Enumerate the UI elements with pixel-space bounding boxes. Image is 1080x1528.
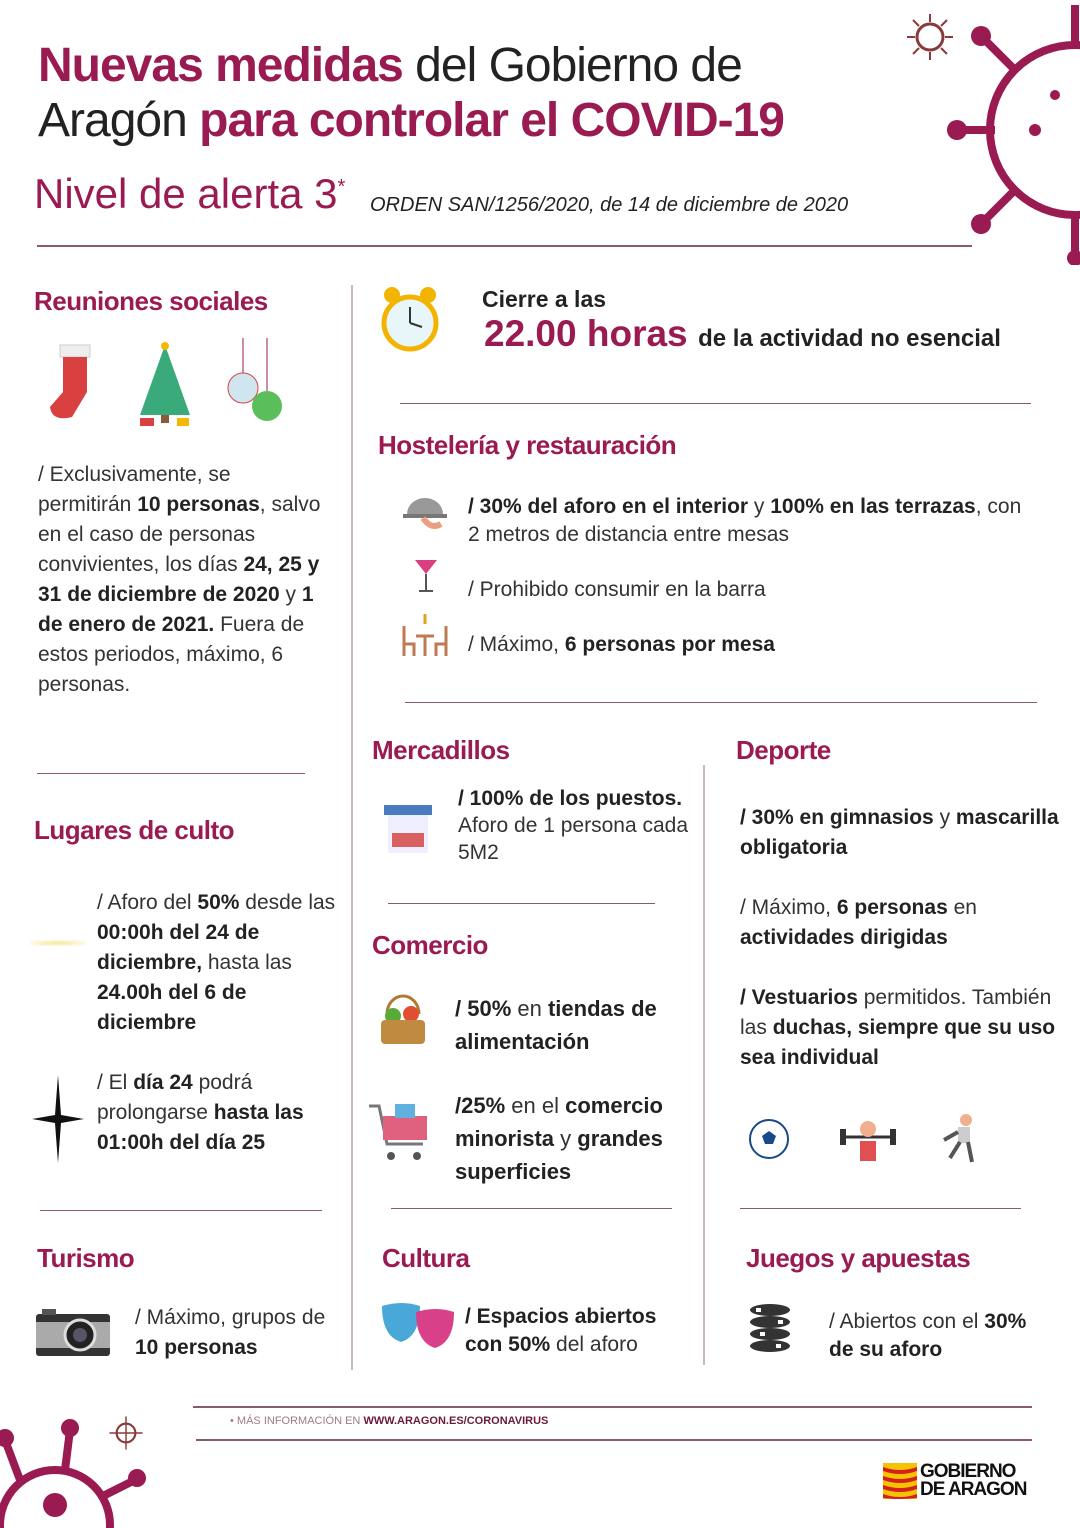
bold-text: día 24	[133, 1071, 193, 1094]
grocery-basket-icon	[377, 992, 429, 1046]
bold-text: 6 personas por mesa	[564, 633, 775, 656]
hosteleria-item-2	[468, 575, 1028, 605]
text-segment: Aragón	[38, 94, 200, 147]
christmas-tree-icon	[135, 340, 195, 428]
more-info: • MÁS INFORMACIÓN EN WWW.ARAGON.ES/CORONAVIRUS	[230, 1415, 549, 1427]
section-title-comercio: Comercio	[372, 930, 488, 960]
bold-text: duchas, siempre que su uso sea individual	[740, 1016, 1056, 1069]
section-title-mercadillos: Mercadillos	[372, 735, 510, 765]
small-virus-icon	[108, 1415, 144, 1451]
bold-text: grandes superficies	[455, 1126, 663, 1184]
bold-text: 100% en las terrazas	[770, 495, 976, 518]
cloche-icon	[403, 492, 447, 532]
divider	[196, 1439, 1032, 1441]
poker-chips-icon	[748, 1302, 792, 1358]
divider	[37, 245, 972, 247]
bold-text: para controlar el COVID-19	[199, 94, 784, 147]
text-segment: y	[748, 495, 771, 518]
small-virus-icon	[905, 12, 955, 62]
logo-line-1: GOBIERNO	[920, 1461, 1016, 1482]
culto-item-1	[97, 888, 347, 1038]
divider	[40, 1210, 322, 1211]
bold-text: 24.00h del 6 de diciembre	[97, 981, 247, 1034]
divider	[193, 1406, 1032, 1408]
bold-text: / 100% de los puestos.	[458, 787, 683, 810]
section-title-deporte: Deporte	[736, 735, 831, 765]
text-segment: / Máximo,	[468, 633, 565, 656]
text-segment: del aforo	[550, 1333, 638, 1356]
turismo-text	[135, 1303, 335, 1363]
text-segment: en	[511, 996, 548, 1021]
bold-text: /25%	[455, 1093, 506, 1118]
text-segment: y	[933, 806, 956, 829]
text-segment: / Máximo, grupos de	[135, 1306, 326, 1329]
text-segment: y	[279, 583, 302, 606]
section-title-culto: Lugares de culto	[34, 815, 235, 845]
juegos-text	[829, 1308, 1029, 1364]
aragon-flag-icon	[883, 1463, 917, 1499]
more-info-label: MÁS INFORMACIÓN EN	[236, 1415, 364, 1427]
bold-text: 6 personas	[836, 896, 948, 919]
text-segment: / Abiertos con el	[829, 1310, 985, 1333]
alert-asterisk: *	[337, 176, 346, 198]
cierre-time	[484, 313, 1001, 355]
bold-text: 10 personas	[137, 493, 260, 516]
shopping-cart-icon	[367, 1100, 433, 1166]
reuniones-text	[38, 460, 323, 700]
bold-text: 24, 25 y 31 de diciembre de 2020	[38, 553, 320, 606]
title-line-2	[38, 93, 784, 148]
runner-icon	[940, 1112, 980, 1168]
comercio-item-2	[455, 1089, 695, 1188]
section-title-reuniones: Reuniones sociales	[34, 286, 268, 316]
bold-text: 30% de su aforo	[829, 1310, 1027, 1361]
text-segment: del Gobierno de	[402, 39, 742, 92]
title-line-1	[38, 38, 784, 93]
comercio-item-1	[455, 992, 695, 1058]
text-segment: / Aforo del	[97, 891, 198, 914]
stocking-icon	[45, 340, 100, 425]
order-reference: ORDEN SAN/1256/2020, de 14 de diciembre de 2020	[370, 194, 849, 216]
text-segment: Aforo de 1 persona cada 5M2	[458, 814, 688, 864]
section-title-cultura: Cultura	[382, 1243, 470, 1273]
text-segment: / Prohibido consumir en la barra	[468, 578, 766, 601]
cierre-label: Cierre a las	[482, 286, 607, 312]
bold-text: actividades dirigidas	[740, 926, 948, 949]
text-segment: en el	[505, 1093, 566, 1118]
text-segment: desde las	[239, 891, 336, 914]
bold-text: Nuevas medidas	[38, 39, 403, 92]
text-segment: permitidos. También las	[740, 986, 1052, 1039]
divider	[400, 403, 1031, 404]
soccer-ball-icon	[748, 1118, 790, 1160]
divider	[37, 773, 305, 774]
bold-text: 1 de enero de 2021.	[38, 583, 314, 636]
camera-icon	[36, 1308, 110, 1356]
bold-text: 10 personas	[135, 1336, 258, 1359]
text-segment: , con 2 metros de distancia entre mesas	[468, 495, 1022, 546]
deporte-item-3	[740, 983, 1070, 1073]
light-glow-icon	[30, 940, 85, 946]
text-segment: Fuera de estos periodos, máximo, 6 personas.	[38, 613, 305, 696]
alarm-clock-icon	[378, 283, 442, 357]
bold-text: / Espacios abiertos con 50%	[465, 1305, 657, 1356]
hosteleria-item-1	[468, 493, 1038, 549]
ornaments-icon	[225, 338, 285, 426]
text-segment: hasta las	[202, 951, 292, 974]
bold-text: hasta las 01:00h del día 25	[97, 1101, 304, 1154]
bold-text: 50%	[197, 891, 240, 914]
divider	[388, 903, 655, 904]
culto-item-2	[97, 1068, 347, 1158]
deporte-item-1	[740, 803, 1060, 863]
text-segment: en	[947, 896, 977, 919]
deporte-item-2	[740, 893, 1060, 953]
hosteleria-item-3	[468, 630, 1028, 660]
mercadillos-text	[458, 785, 688, 866]
virus-icon	[945, 0, 1080, 265]
section-title-turismo: Turismo	[37, 1243, 135, 1273]
alert-level-text: Nivel de alerta 3	[34, 170, 338, 217]
bold-text: tiendas de alimentación	[455, 996, 657, 1054]
bold-text: mascarilla obligatoria	[740, 806, 1059, 859]
divider	[391, 1208, 672, 1209]
section-title-juegos: Juegos y apuestas	[746, 1243, 971, 1273]
closing-time: 22.00 horas	[484, 313, 688, 354]
logo-line-2: DE ARAGON	[920, 1479, 1027, 1500]
text-segment: / El	[97, 1071, 134, 1094]
text-segment: / Exclusivamente, se permitirán	[38, 463, 231, 516]
more-info-link[interactable]: WWW.ARAGON.ES/CORONAVIRUS	[363, 1415, 549, 1427]
closing-description: de la actividad no esencial	[698, 325, 1001, 352]
column-divider	[351, 285, 353, 1370]
text-segment: , salvo en el caso de personas convivientes, los días	[38, 493, 321, 576]
text-segment: podrá prolongarse	[97, 1071, 253, 1124]
column-divider	[703, 765, 705, 1365]
gobierno-aragon-logo	[883, 1463, 1026, 1499]
divider	[740, 1208, 1021, 1209]
theater-masks-icon	[380, 1300, 456, 1352]
alert-level	[34, 170, 345, 218]
bold-text: / 50%	[455, 996, 512, 1021]
bold-text: / Vestuarios	[740, 986, 858, 1009]
bold-text: comercio minorista	[455, 1093, 663, 1151]
market-stall-icon	[382, 803, 434, 855]
bold-text: 00:00h del 24 de diciembre,	[97, 921, 260, 974]
bold-text: / 30% del aforo en el interior	[468, 495, 749, 518]
bold-text: / 30% en gimnasios	[740, 806, 934, 829]
star-icon	[32, 1075, 84, 1163]
text-segment: y	[554, 1126, 578, 1151]
table-chairs-icon	[400, 612, 450, 658]
section-title-hosteleria: Hostelería y restauración	[378, 430, 677, 460]
weightlifter-icon	[838, 1115, 898, 1165]
cultura-text	[465, 1303, 695, 1359]
text-segment: / Máximo,	[740, 896, 837, 919]
divider	[405, 702, 1037, 703]
page-title	[38, 38, 784, 148]
cocktail-icon	[413, 552, 439, 594]
